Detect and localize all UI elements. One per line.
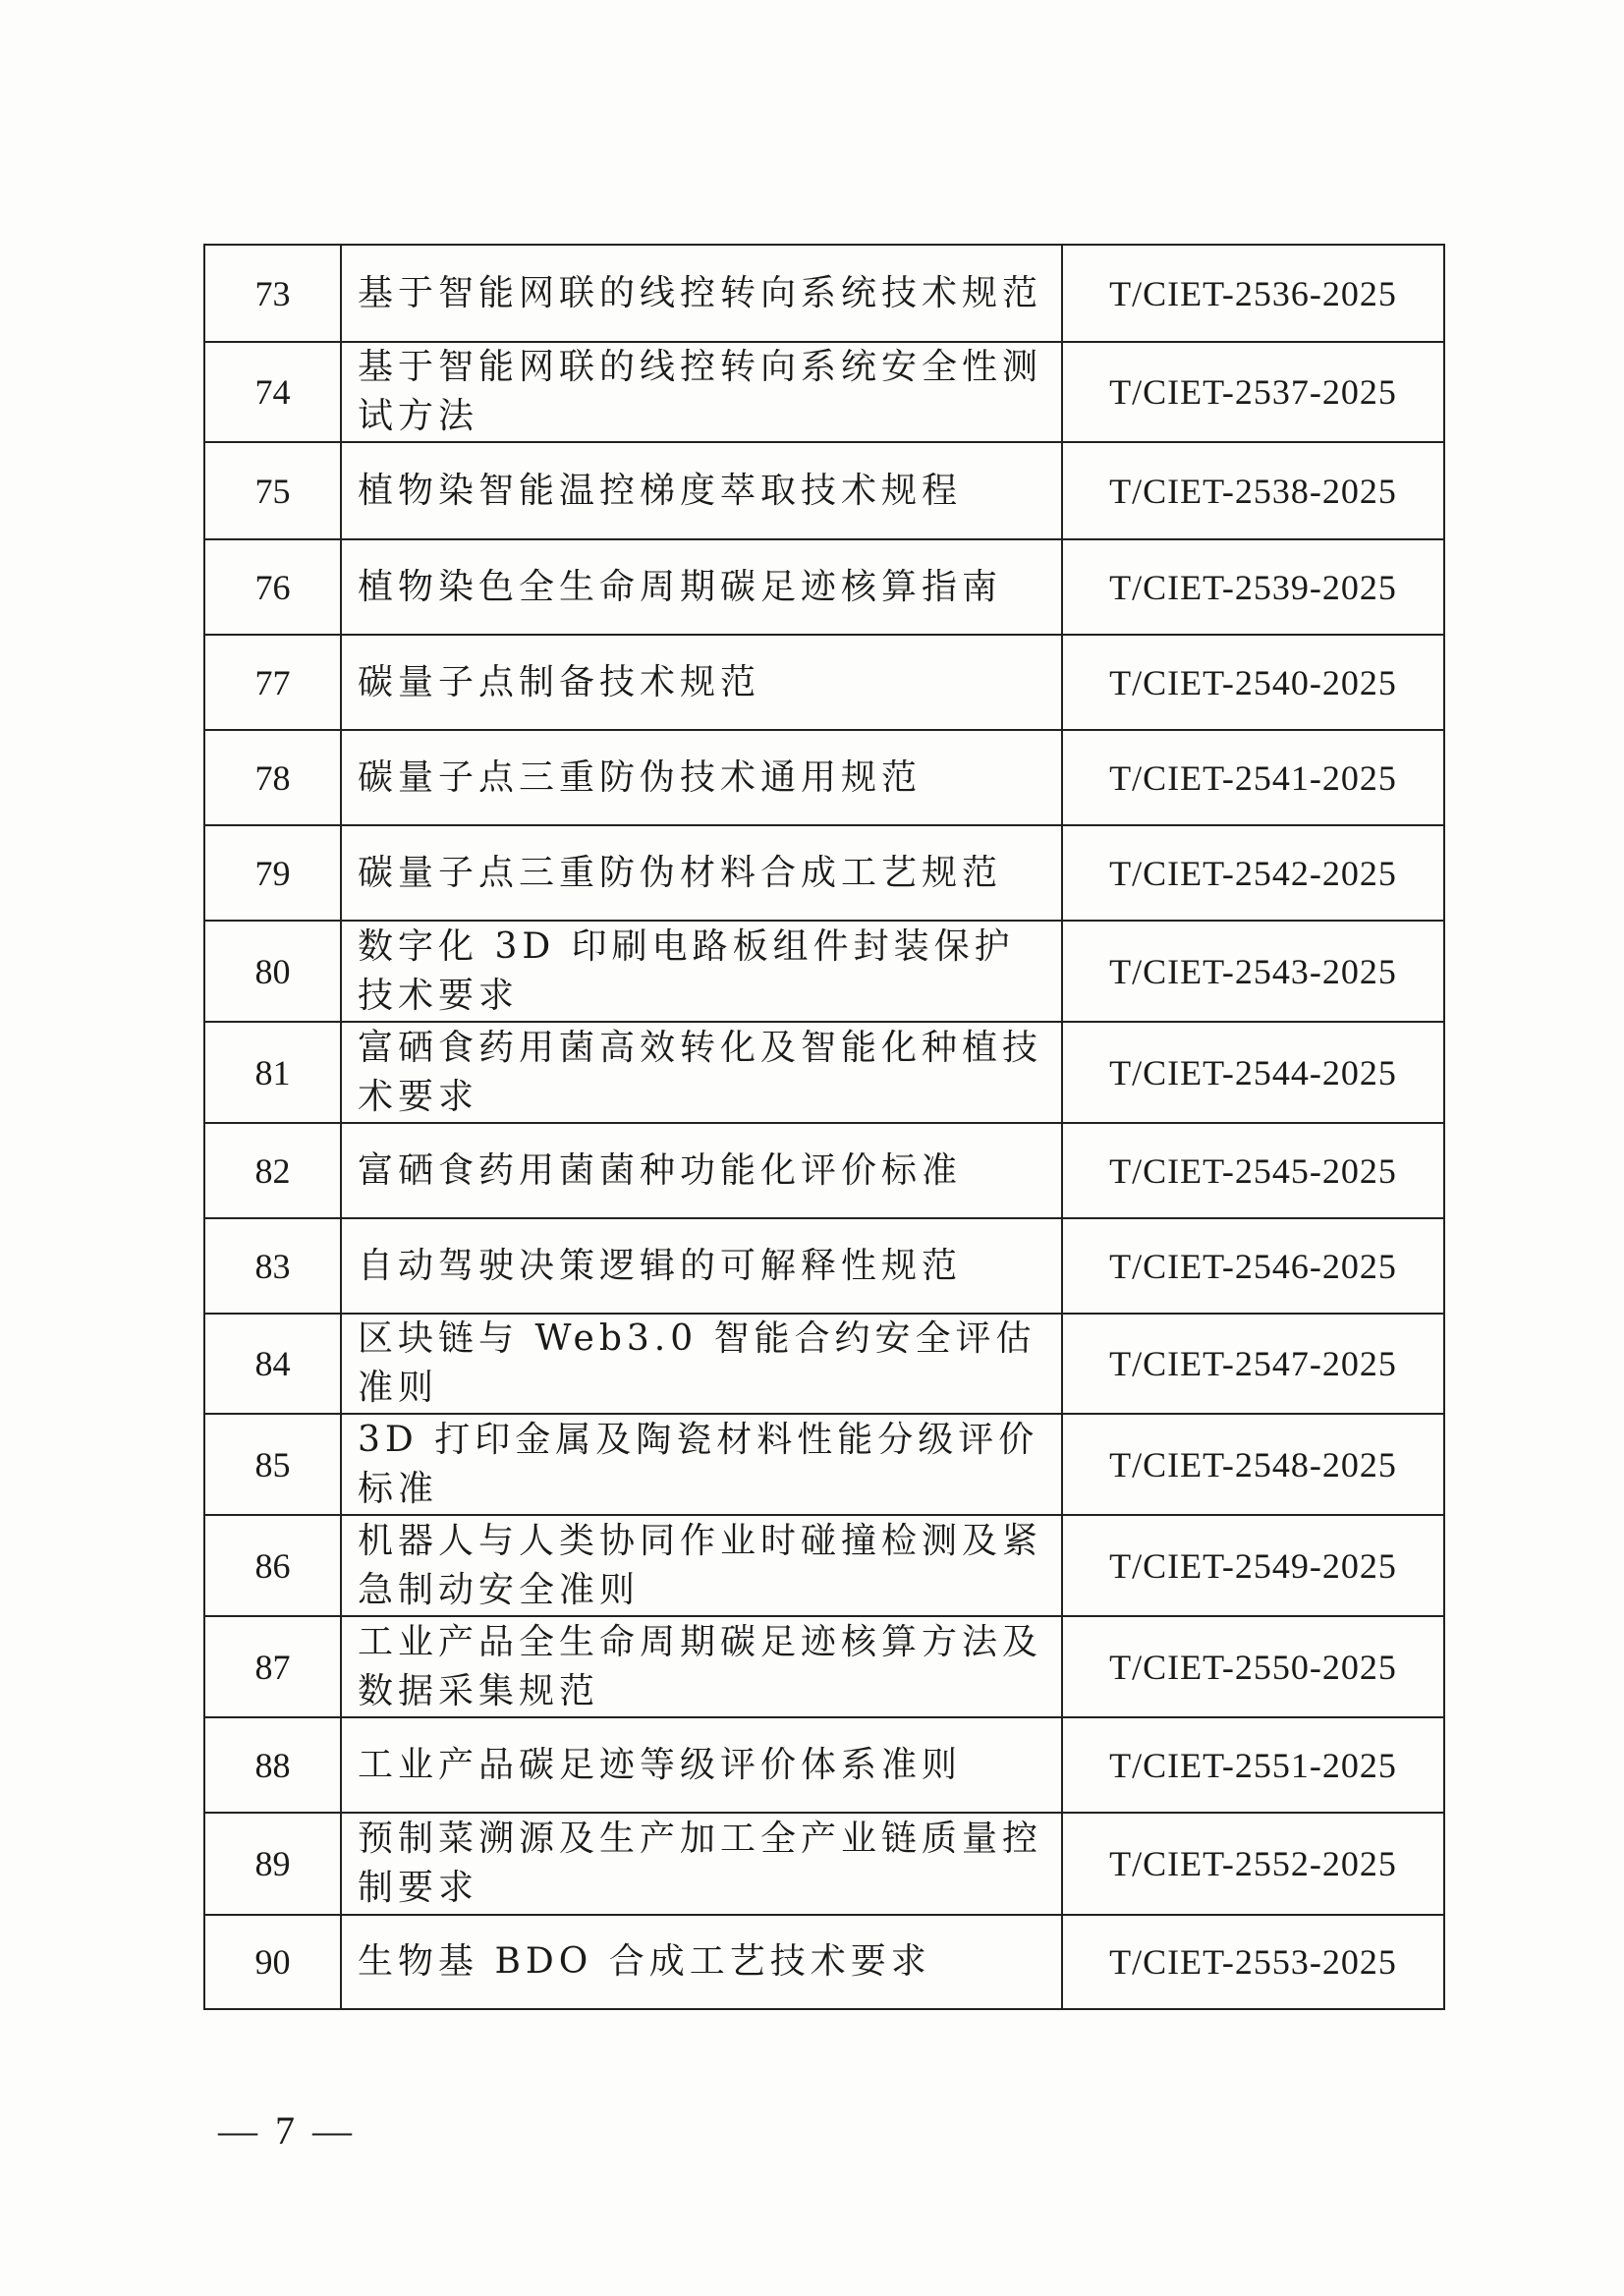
standard-name: 区块链与 Web3.0 智能合约安全评估准则: [341, 1314, 1062, 1414]
table-row: [204, 442, 1444, 539]
table-row: [204, 1218, 1444, 1314]
row-number: 81: [204, 1022, 341, 1123]
row-number: 73: [204, 245, 341, 342]
table-row: [204, 342, 1444, 442]
standard-code: T/CIET-2537-2025: [1062, 342, 1444, 442]
standard-name: 植物染智能温控梯度萃取技术规程: [341, 442, 1062, 539]
standard-name: 3D 打印金属及陶瓷材料性能分级评价标准: [341, 1414, 1062, 1515]
row-number: 77: [204, 635, 341, 730]
standard-name: 自动驾驶决策逻辑的可解释性规范: [341, 1218, 1062, 1314]
row-number: 84: [204, 1314, 341, 1414]
standard-code: T/CIET-2540-2025: [1062, 635, 1444, 730]
table-row: [204, 1813, 1444, 1915]
standard-name: 碳量子点三重防伪技术通用规范: [341, 730, 1062, 825]
standard-code: T/CIET-2536-2025: [1062, 245, 1444, 342]
row-number: 88: [204, 1717, 341, 1813]
standards-table-body: [204, 245, 1444, 2009]
row-number: 78: [204, 730, 341, 825]
standard-code: T/CIET-2553-2025: [1062, 1915, 1444, 2009]
standard-code: T/CIET-2546-2025: [1062, 1218, 1444, 1314]
standard-name: 生物基 BDO 合成工艺技术要求: [341, 1915, 1062, 2009]
table-row: [204, 1515, 1444, 1616]
row-number: 89: [204, 1813, 341, 1915]
standard-name: 基于智能网联的线控转向系统技术规范: [341, 245, 1062, 342]
table-row: [204, 1616, 1444, 1717]
row-number: 80: [204, 921, 341, 1022]
standard-name: 碳量子点三重防伪材料合成工艺规范: [341, 825, 1062, 921]
table-row: [204, 1414, 1444, 1515]
row-number: 83: [204, 1218, 341, 1314]
table-row: [204, 1314, 1444, 1414]
standard-name: 工业产品碳足迹等级评价体系准则: [341, 1717, 1062, 1813]
standard-code: T/CIET-2542-2025: [1062, 825, 1444, 921]
standard-name: 工业产品全生命周期碳足迹核算方法及数据采集规范: [341, 1616, 1062, 1717]
row-number: 87: [204, 1616, 341, 1717]
table-row: [204, 921, 1444, 1022]
page-number: — 7 —: [218, 2108, 356, 2153]
row-number: 82: [204, 1123, 341, 1218]
row-number: 86: [204, 1515, 341, 1616]
row-number: 74: [204, 342, 341, 442]
standard-code: T/CIET-2538-2025: [1062, 442, 1444, 539]
table-row: [204, 1915, 1444, 2009]
standard-code: T/CIET-2551-2025: [1062, 1717, 1444, 1813]
standard-code: T/CIET-2552-2025: [1062, 1813, 1444, 1915]
standard-code: T/CIET-2550-2025: [1062, 1616, 1444, 1717]
table-row: [204, 1717, 1444, 1813]
standard-name: 富硒食药用菌菌种功能化评价标准: [341, 1123, 1062, 1218]
row-number: 76: [204, 539, 341, 635]
standard-name: 机器人与人类协同作业时碰撞检测及紧急制动安全准则: [341, 1515, 1062, 1616]
standard-name: 植物染色全生命周期碳足迹核算指南: [341, 539, 1062, 635]
standard-code: T/CIET-2547-2025: [1062, 1314, 1444, 1414]
standard-name: 富硒食药用菌高效转化及智能化种植技术要求: [341, 1022, 1062, 1123]
standard-name: 碳量子点制备技术规范: [341, 635, 1062, 730]
table-row: [204, 1123, 1444, 1218]
standard-name: 数字化 3D 印刷电路板组件封装保护技术要求: [341, 921, 1062, 1022]
table-row: [204, 539, 1444, 635]
standard-code: T/CIET-2545-2025: [1062, 1123, 1444, 1218]
table-row: [204, 730, 1444, 825]
row-number: 79: [204, 825, 341, 921]
row-number: 75: [204, 442, 341, 539]
standard-name: 预制菜溯源及生产加工全产业链质量控制要求: [341, 1813, 1062, 1915]
table-row: [204, 635, 1444, 730]
standard-name: 基于智能网联的线控转向系统安全性测试方法: [341, 342, 1062, 442]
table-row: [204, 1022, 1444, 1123]
standard-code: T/CIET-2549-2025: [1062, 1515, 1444, 1616]
standard-code: T/CIET-2541-2025: [1062, 730, 1444, 825]
row-number: 90: [204, 1915, 341, 2009]
standard-code: T/CIET-2543-2025: [1062, 921, 1444, 1022]
table-row: [204, 245, 1444, 342]
standard-code: T/CIET-2548-2025: [1062, 1414, 1444, 1515]
row-number: 85: [204, 1414, 341, 1515]
standards-table: [203, 244, 1445, 2010]
standard-code: T/CIET-2539-2025: [1062, 539, 1444, 635]
standard-code: T/CIET-2544-2025: [1062, 1022, 1444, 1123]
table-row: [204, 825, 1444, 921]
